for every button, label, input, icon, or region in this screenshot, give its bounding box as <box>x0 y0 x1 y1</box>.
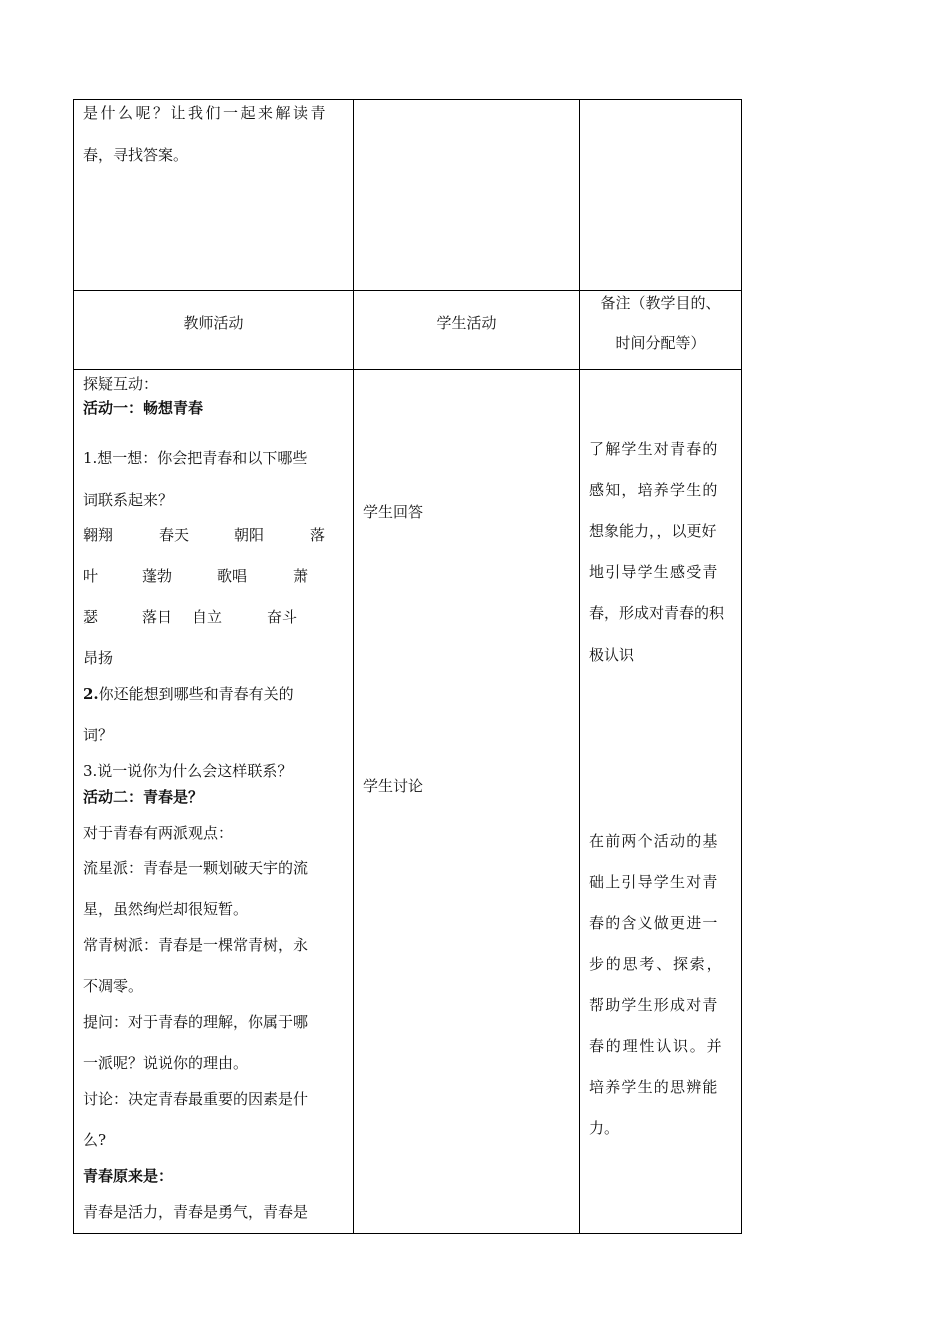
word-item: 朝阳 <box>234 526 265 544</box>
table-border-top <box>73 99 742 100</box>
activity-2-title: 活动二：青春是？ <box>83 788 204 806</box>
word-item: 瑟 <box>83 608 99 626</box>
note-1-line: 了解学生对青春的 <box>589 440 719 458</box>
question-2-line-1 <box>83 685 294 703</box>
note-1-line: 感知，培养学生的 <box>589 481 719 499</box>
word-item: 蓬勃 <box>142 567 173 585</box>
student-answer: 学生回答 <box>363 503 424 521</box>
student-discuss: 学生讨论 <box>363 777 424 795</box>
header-student-activity: 学生活动 <box>436 314 497 332</box>
explore-label: 探疑互动： <box>83 375 159 393</box>
evergreen-view-line-1: 常青树派：青春是一棵常青树，永 <box>83 936 309 954</box>
header-notes-line-1: 备注（教学目的、 <box>600 294 721 312</box>
table-row-divider-2 <box>73 369 742 370</box>
discuss-line-2: 么? <box>83 1131 107 1149</box>
meteor-view-line-1: 流星派：青春是一颗划破天宇的流 <box>83 859 309 877</box>
evergreen-view-line-2: 不凋零。 <box>83 977 144 995</box>
note-1-line: 极认识 <box>589 646 635 664</box>
table-column-divider-2 <box>579 99 580 1234</box>
note-2-line: 步的思考、探索， <box>589 955 724 973</box>
question-2-line-2: 词？ <box>83 726 114 744</box>
note-2-line: 帮助学生形成对青 <box>589 996 719 1014</box>
youth-is-title: 青春原来是： <box>83 1167 174 1185</box>
table-border-bottom <box>73 1233 742 1234</box>
youth-is-line-1: 青春是活力，青春是勇气，青春是 <box>83 1203 309 1221</box>
header-notes-line-2: 时间分配等） <box>615 334 706 352</box>
note-2-line: 力。 <box>589 1119 620 1137</box>
word-item: 叶 <box>83 567 99 585</box>
question-2-text: 你还能想到哪些和青春有关的 <box>98 685 294 703</box>
meteor-view-line-2: 星，虽然绚烂却很短暂。 <box>83 900 249 918</box>
ask-line-2: 一派呢？说说你的理由。 <box>83 1054 249 1072</box>
question-2-number: 2. <box>83 685 99 703</box>
activity-1-title: 活动一：畅想青春 <box>83 399 204 417</box>
table-border-right <box>741 99 742 1234</box>
note-2-line: 在前两个活动的基 <box>589 832 719 850</box>
word-item: 春天 <box>159 526 190 544</box>
intro-line-2: 春，寻找答案。 <box>83 146 189 164</box>
ask-line-1: 提问：对于青春的理解，你属于哪 <box>83 1013 309 1031</box>
word-item: 落 <box>310 526 326 544</box>
word-item: 翱翔 <box>83 526 114 544</box>
table-column-divider-1 <box>353 99 354 1234</box>
note-1-line: 地引导学生感受青 <box>589 563 719 581</box>
two-views-line: 对于青春有两派观点： <box>83 824 234 842</box>
note-2-line: 础上引导学生对青 <box>589 873 719 891</box>
header-teacher-activity: 教师活动 <box>183 314 244 332</box>
table-border-left <box>73 99 74 1234</box>
word-item: 落日 <box>142 608 173 626</box>
word-item: 萧 <box>293 567 309 585</box>
question-1-line-1: 1.想一想：你会把青春和以下哪些 <box>83 449 308 467</box>
question-3: 3.说一说你为什么会这样联系？ <box>83 762 293 780</box>
note-2-line: 春的含义做更进一 <box>589 914 719 932</box>
note-2-line: 培养学生的思辨能 <box>589 1078 719 1096</box>
discuss-line-1: 讨论：决定青春最重要的因素是什 <box>83 1090 309 1108</box>
word-item: 奋斗 <box>267 608 298 626</box>
word-item: 自立 <box>192 608 223 626</box>
word-item: 昂扬 <box>83 649 114 667</box>
table-row-divider-1 <box>73 290 742 291</box>
intro-line-1: 是什么呢？让我们一起来解读青 <box>83 104 329 122</box>
note-2-line: 春的理性认识。并 <box>589 1037 724 1055</box>
question-1-line-2: 词联系起来？ <box>83 491 174 509</box>
note-1-line: 想象能力，，以更好 <box>589 522 717 540</box>
word-item: 歌唱 <box>217 567 248 585</box>
note-1-line: 春，形成对青春的积 <box>589 604 725 622</box>
